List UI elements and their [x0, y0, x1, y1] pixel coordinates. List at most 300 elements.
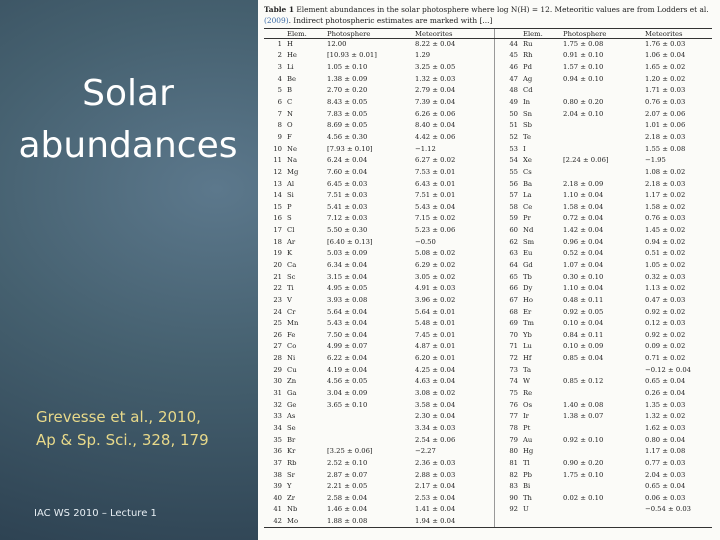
element-cell: Sn: [523, 109, 533, 118]
slide-footer: IAC WS 2010 – Lecture 1: [34, 508, 157, 519]
element-cell: Tl: [523, 458, 530, 467]
element-cell: Hf: [523, 354, 532, 363]
element-cell: Ag: [523, 74, 533, 83]
meteorite-cell: 1.06 ± 0.04: [645, 51, 686, 60]
atomic-number-cell: 19: [273, 249, 282, 258]
atomic-number-cell: 83: [494, 481, 522, 493]
header-cell: Meteorites: [644, 29, 712, 39]
meteorite-cell: 0.92 ± 0.02: [645, 330, 686, 339]
meteorite-cell: 1.71 ± 0.03: [645, 86, 686, 95]
table-row: [264, 260, 712, 272]
photosphere-cell: 7.60 ± 0.04: [327, 167, 368, 176]
meteorite-cell: 0.77 ± 0.03: [645, 458, 686, 467]
meteorite-cell: 1.94 ± 0.04: [414, 516, 494, 528]
atomic-number-cell: 71: [494, 341, 522, 353]
photosphere-cell: 0.52 ± 0.04: [563, 249, 604, 258]
meteorite-cell: 1.45 ± 0.02: [645, 226, 686, 235]
photosphere-cell: 6.34 ± 0.04: [327, 260, 368, 269]
photosphere-cell: 1.46 ± 0.04: [327, 505, 368, 514]
element-cell: Rh: [523, 51, 533, 60]
photosphere-cell: [562, 446, 644, 458]
atomic-number-cell: 63: [494, 248, 522, 260]
element-cell: Nd: [523, 226, 534, 235]
element-cell: Li: [287, 63, 294, 72]
meteorite-cell: 0.26 ± 0.04: [645, 389, 686, 398]
meteorite-cell: 2.54 ± 0.06: [415, 435, 456, 444]
element-cell: [522, 516, 562, 528]
photosphere-cell: 4.99 ± 0.07: [327, 342, 368, 351]
meteorite-cell: 2.18 ± 0.03: [645, 179, 686, 188]
atomic-number-cell: 67: [494, 295, 522, 307]
meteorite-cell: [644, 516, 712, 528]
atomic-number-cell: 30: [273, 377, 282, 386]
element-cell: Br: [287, 435, 296, 444]
photosphere-cell: 1.07 ± 0.04: [563, 260, 604, 269]
element-cell: Re: [523, 389, 533, 398]
element-cell: Ho: [523, 295, 534, 304]
photosphere-cell: 0.94 ± 0.10: [563, 74, 604, 83]
meteorite-cell: 1.62 ± 0.03: [645, 423, 686, 432]
table-row: [264, 108, 712, 120]
element-cell: Sr: [287, 470, 295, 479]
photosphere-cell: 4.95 ± 0.05: [327, 284, 368, 293]
atomic-number-cell: 40: [273, 493, 282, 502]
meteorite-cell: 2.36 ± 0.03: [415, 458, 456, 467]
photosphere-cell: 0.48 ± 0.11: [563, 295, 604, 304]
photosphere-cell: [562, 423, 644, 435]
element-cell: He: [287, 51, 297, 60]
table-row: [264, 132, 712, 144]
element-cell: Al: [287, 179, 295, 188]
photosphere-cell: 1.75 ± 0.10: [563, 470, 604, 479]
table-row: [264, 39, 712, 51]
atomic-number-cell: 36: [273, 447, 282, 456]
meteorite-cell: 1.17 ± 0.02: [645, 191, 686, 200]
element-cell: S: [287, 214, 292, 223]
atomic-number-cell: 32: [273, 400, 282, 409]
photosphere-cell: 3.04 ± 0.09: [327, 389, 368, 398]
atomic-number-cell: 53: [494, 143, 522, 155]
atomic-number-cell: 17: [273, 226, 282, 235]
atomic-number-cell: 81: [494, 458, 522, 470]
atomic-number-cell: 47: [494, 73, 522, 85]
photosphere-cell: 0.10 ± 0.04: [563, 319, 604, 328]
table-row: [264, 411, 712, 423]
atomic-number-cell: 11: [273, 156, 282, 165]
element-cell: Cd: [523, 86, 533, 95]
atomic-number-cell: 46: [494, 62, 522, 74]
element-cell: As: [287, 412, 296, 421]
header-cell: Photosphere: [326, 29, 414, 39]
meteorite-cell: 3.96 ± 0.02: [415, 295, 456, 304]
meteorite-cell: 3.25 ± 0.05: [415, 63, 456, 72]
atomic-number-cell: 20: [273, 260, 282, 269]
table-row: [264, 516, 712, 528]
atomic-number-cell: 6: [277, 98, 282, 107]
photosphere-cell: 0.72 ± 0.04: [563, 214, 604, 223]
photosphere-cell: 2.52 ± 0.10: [327, 458, 368, 467]
meteorite-cell: 1.41 ± 0.04: [415, 505, 456, 514]
photosphere-cell: 6.45 ± 0.03: [327, 179, 368, 188]
photosphere-cell: [6.40 ± 0.13]: [327, 237, 373, 246]
element-cell: W: [523, 377, 530, 386]
photosphere-cell: 1.88 ± 0.08: [326, 516, 414, 528]
table-row: [264, 434, 712, 446]
photosphere-cell: 2.87 ± 0.07: [327, 470, 368, 479]
atomic-number-cell: 10: [273, 144, 282, 153]
photosphere-cell: 0.96 ± 0.04: [563, 237, 604, 246]
meteorite-cell: −0.12 ± 0.04: [645, 365, 691, 374]
photosphere-cell: 4.19 ± 0.04: [327, 365, 368, 374]
element-cell: Au: [523, 435, 533, 444]
element-cell: K: [287, 249, 293, 258]
atomic-number-cell: 21: [273, 272, 282, 281]
table-row: [264, 341, 712, 353]
element-cell: Ne: [287, 144, 297, 153]
photosphere-cell: 4.56 ± 0.05: [327, 377, 368, 386]
element-cell: Cl: [287, 226, 295, 235]
atomic-number-cell: 12: [273, 167, 282, 176]
table-row: [264, 376, 712, 388]
photosphere-cell: 5.41 ± 0.03: [327, 202, 368, 211]
atomic-number-cell: 13: [273, 179, 282, 188]
meteorite-cell: −2.27: [415, 447, 436, 456]
atomic-number-cell: 49: [494, 97, 522, 109]
photosphere-cell: 1.40 ± 0.08: [563, 400, 604, 409]
table-row: [264, 85, 712, 97]
photosphere-cell: 2.58 ± 0.04: [327, 493, 368, 502]
photosphere-cell: 1.10 ± 0.04: [563, 284, 604, 293]
element-cell: Sc: [287, 272, 296, 281]
title-line-2: abundances: [18, 125, 238, 166]
meteorite-cell: 6.27 ± 0.02: [415, 156, 456, 165]
meteorite-cell: 5.23 ± 0.06: [415, 226, 456, 235]
element-cell: Be: [287, 74, 297, 83]
photosphere-cell: 5.50 ± 0.30: [327, 226, 368, 235]
element-cell: Na: [287, 156, 297, 165]
atomic-number-cell: 51: [494, 120, 522, 132]
atomic-number-cell: 25: [273, 319, 282, 328]
photosphere-cell: 2.21 ± 0.05: [327, 482, 368, 491]
element-cell: Ir: [523, 412, 529, 421]
element-cell: Tm: [523, 319, 534, 328]
element-cell: Os: [523, 400, 533, 409]
table-row: [264, 62, 712, 74]
atomic-number-cell: 31: [273, 389, 282, 398]
element-cell: Mn: [287, 319, 299, 328]
table-row: [264, 201, 712, 213]
element-cell: Er: [523, 307, 532, 316]
photosphere-cell: 1.57 ± 0.10: [563, 63, 604, 72]
atomic-number-cell: 62: [494, 236, 522, 248]
table-body: [264, 39, 712, 528]
table-row: [264, 364, 712, 376]
meteorite-cell: 1.01 ± 0.06: [645, 121, 686, 130]
meteorite-cell: 8.40 ± 0.04: [415, 121, 456, 130]
table-row: [264, 143, 712, 155]
element-cell: Ca: [287, 260, 297, 269]
atomic-number-cell: 24: [273, 307, 282, 316]
table-row: [264, 469, 712, 481]
atomic-number-cell: 14: [273, 191, 282, 200]
element-cell: P: [287, 202, 292, 211]
meteorite-cell: 7.51 ± 0.01: [415, 191, 456, 200]
element-cell: Se: [287, 423, 296, 432]
photosphere-cell: 0.10 ± 0.09: [563, 342, 604, 351]
photosphere-cell: [10.93 ± 0.01]: [327, 51, 377, 60]
element-cell: U: [523, 505, 529, 514]
meteorite-cell: 1.13 ± 0.02: [645, 284, 686, 293]
photosphere-cell: 1.38 ± 0.07: [563, 412, 604, 421]
photosphere-cell: 1.38 ± 0.09: [327, 74, 368, 83]
table-row: [264, 73, 712, 85]
photosphere-cell: 1.75 ± 0.08: [563, 40, 604, 49]
meteorite-cell: 0.47 ± 0.03: [645, 295, 686, 304]
atomic-number-cell: 78: [494, 423, 522, 435]
element-cell: Xe: [523, 156, 532, 165]
atomic-number-cell: 22: [273, 284, 282, 293]
meteorite-cell: 4.87 ± 0.01: [415, 342, 456, 351]
meteorite-cell: 4.63 ± 0.04: [415, 377, 456, 386]
photosphere-cell: 1.05 ± 0.10: [327, 63, 368, 72]
table-row: [264, 492, 712, 504]
element-cell: Sb: [523, 121, 533, 130]
photosphere-cell: 7.83 ± 0.05: [327, 109, 368, 118]
meteorite-cell: −0.50: [415, 237, 436, 246]
element-cell: Ni: [287, 354, 296, 363]
atomic-number-cell: 58: [494, 201, 522, 213]
table-row: [264, 295, 712, 307]
meteorite-cell: 3.58 ± 0.04: [415, 400, 456, 409]
photosphere-cell: 0.91 ± 0.10: [563, 51, 604, 60]
title-line-1: Solar: [82, 73, 174, 114]
element-cell: Te: [523, 132, 532, 141]
element-cell: Ta: [523, 365, 532, 374]
photosphere-cell: [562, 85, 644, 97]
photosphere-cell: 1.58 ± 0.04: [563, 202, 604, 211]
atomic-number-cell: 66: [494, 283, 522, 295]
atomic-number-cell: 70: [494, 330, 522, 342]
meteorite-cell: 1.08 ± 0.02: [645, 167, 686, 176]
element-cell: Ba: [523, 179, 533, 188]
atomic-number-cell: 72: [494, 353, 522, 365]
table-row: [264, 388, 712, 400]
atomic-number-cell: 48: [494, 85, 522, 97]
table-row: [264, 120, 712, 132]
meteorite-cell: 1.58 ± 0.02: [645, 202, 686, 211]
meteorite-cell: 4.42 ± 0.06: [415, 132, 456, 141]
element-cell: Ce: [523, 202, 533, 211]
photosphere-cell: 0.92 ± 0.05: [563, 307, 604, 316]
atomic-number-cell: 52: [494, 132, 522, 144]
meteorite-cell: 4.91 ± 0.03: [415, 284, 456, 293]
photosphere-cell: 6.24 ± 0.04: [327, 156, 368, 165]
element-cell: Kr: [287, 447, 296, 456]
element-cell: Ru: [523, 40, 533, 49]
element-cell: Cr: [287, 307, 296, 316]
table-row: [264, 481, 712, 493]
meteorite-cell: 0.76 ± 0.03: [645, 98, 686, 107]
element-cell: Ge: [287, 400, 297, 409]
element-cell: Co: [287, 342, 297, 351]
meteorite-cell: −0.54 ± 0.03: [645, 505, 691, 514]
atomic-number-cell: 65: [494, 271, 522, 283]
table-row: [264, 306, 712, 318]
photosphere-cell: [562, 516, 644, 528]
meteorite-cell: 2.88 ± 0.03: [415, 470, 456, 479]
atomic-number-cell: [494, 516, 522, 528]
photosphere-cell: 0.84 ± 0.11: [563, 330, 604, 339]
atomic-number-cell: 54: [494, 155, 522, 167]
element-cell: C: [287, 98, 293, 107]
table-row: [264, 399, 712, 411]
atomic-number-cell: 64: [494, 260, 522, 272]
photosphere-cell: 0.85 ± 0.04: [563, 354, 604, 363]
meteorite-cell: 1.55 ± 0.08: [645, 144, 686, 153]
element-cell: In: [523, 98, 531, 107]
photosphere-cell: [3.25 ± 0.06]: [327, 447, 373, 456]
photosphere-cell: [562, 120, 644, 132]
atomic-number-cell: 4: [277, 74, 282, 83]
element-cell: Pd: [523, 63, 532, 72]
element-cell: N: [287, 109, 293, 118]
element-cell: O: [287, 121, 293, 130]
meteorite-cell: 6.20 ± 0.01: [415, 354, 456, 363]
meteorite-cell: 1.76 ± 0.03: [645, 40, 686, 49]
meteorite-cell: 0.06 ± 0.03: [645, 493, 686, 502]
meteorite-cell: 1.17 ± 0.08: [645, 447, 686, 456]
photosphere-cell: 5.64 ± 0.04: [327, 307, 368, 316]
atomic-number-cell: 9: [277, 132, 282, 141]
photosphere-cell: [7.93 ± 0.10]: [327, 144, 373, 153]
header-cell: Photosphere: [562, 29, 644, 39]
element-cell: Sm: [523, 237, 535, 246]
atomic-number-cell: 37: [273, 458, 282, 467]
atomic-number-cell: 60: [494, 225, 522, 237]
photosphere-cell: 4.56 ± 0.30: [327, 132, 368, 141]
meteorite-cell: 2.17 ± 0.04: [415, 482, 456, 491]
meteorite-cell: 0.65 ± 0.04: [645, 377, 686, 386]
photosphere-cell: 7.51 ± 0.03: [327, 191, 368, 200]
meteorite-cell: 0.65 ± 0.04: [645, 482, 686, 491]
element-cell: Nb: [287, 505, 298, 514]
table-row: [264, 353, 712, 365]
atomic-number-cell: 75: [494, 388, 522, 400]
element-cell: Ti: [287, 284, 294, 293]
photosphere-cell: 3.65 ± 0.10: [327, 400, 368, 409]
element-cell: Si: [287, 191, 294, 200]
photosphere-cell: 6.22 ± 0.04: [327, 354, 368, 363]
element-cell: Yb: [523, 330, 532, 339]
header-cell: Elem.: [522, 29, 562, 39]
element-cell: Pb: [523, 470, 532, 479]
atomic-number-cell: 8: [277, 121, 282, 130]
atomic-number-cell: 76: [494, 399, 522, 411]
photosphere-cell: [562, 481, 644, 493]
photosphere-cell: 3.15 ± 0.04: [327, 272, 368, 281]
photosphere-cell: 12.00: [327, 40, 347, 49]
meteorite-cell: 1.29: [415, 51, 431, 60]
photosphere-cell: 1.42 ± 0.04: [563, 226, 604, 235]
table-caption: [264, 4, 712, 26]
atomic-number-cell: 50: [494, 108, 522, 120]
meteorite-cell: 0.71 ± 0.02: [645, 354, 686, 363]
citation-line-1: Grevesse et al., 2010,: [36, 408, 201, 426]
element-cell: Lu: [523, 342, 532, 351]
element-cell: Pr: [523, 214, 531, 223]
element-cell: Pt: [523, 423, 531, 432]
meteorite-cell: −1.95: [645, 156, 666, 165]
element-cell: Rb: [287, 458, 297, 467]
atomic-number-cell: 5: [277, 86, 282, 95]
atomic-number-cell: 73: [494, 364, 522, 376]
atomic-number-cell: 92: [494, 504, 522, 516]
photosphere-cell: 8.43 ± 0.05: [327, 98, 368, 107]
photosphere-cell: 7.12 ± 0.03: [327, 214, 368, 223]
meteorite-cell: 2.04 ± 0.03: [645, 470, 686, 479]
photosphere-cell: 0.02 ± 0.10: [563, 493, 604, 502]
atomic-number-cell: 56: [494, 178, 522, 190]
header-cell: Meteorites: [414, 29, 494, 39]
atomic-number-cell: 82: [494, 469, 522, 481]
element-cell: Eu: [523, 249, 533, 258]
atomic-number-cell: 77: [494, 411, 522, 423]
atomic-number-cell: 15: [273, 202, 282, 211]
photosphere-cell: 3.93 ± 0.08: [327, 295, 368, 304]
element-cell: I: [523, 144, 526, 153]
atomic-number-cell: 42: [264, 516, 286, 528]
element-cell: Bi: [523, 482, 531, 491]
photosphere-cell: 0.90 ± 0.20: [563, 458, 604, 467]
element-cell: Mg: [287, 167, 299, 176]
element-cell: V: [287, 295, 292, 304]
meteorite-cell: −1.12: [415, 144, 436, 153]
header-cell: [494, 29, 522, 39]
table-row: [264, 271, 712, 283]
atomic-number-cell: 18: [273, 237, 282, 246]
header-cell: Elem.: [286, 29, 326, 39]
table-row: [264, 97, 712, 109]
table-row: [264, 423, 712, 435]
meteorite-cell: 8.22 ± 0.04: [415, 40, 456, 49]
meteorite-cell: 0.80 ± 0.04: [645, 435, 686, 444]
atomic-number-cell: 39: [273, 482, 282, 491]
atomic-number-cell: 29: [273, 365, 282, 374]
atomic-number-cell: 2: [277, 51, 282, 60]
photosphere-cell: [2.24 ± 0.06]: [563, 156, 609, 165]
meteorite-cell: 1.65 ± 0.02: [645, 63, 686, 72]
meteorite-cell: 7.53 ± 0.01: [415, 167, 456, 176]
element-cell: Ar: [287, 237, 296, 246]
photosphere-cell: 0.80 ± 0.20: [563, 98, 604, 107]
atomic-number-cell: 28: [273, 354, 282, 363]
element-cell: Th: [523, 493, 532, 502]
photosphere-cell: 2.18 ± 0.09: [563, 179, 604, 188]
photosphere-cell: 1.10 ± 0.04: [563, 191, 604, 200]
meteorite-cell: 7.45 ± 0.01: [415, 330, 456, 339]
atomic-number-cell: 16: [273, 214, 282, 223]
atomic-number-cell: 38: [273, 470, 282, 479]
element-cell: F: [287, 132, 292, 141]
table-row: [264, 178, 712, 190]
atomic-number-cell: 34: [273, 423, 282, 432]
element-cell: La: [523, 191, 532, 200]
meteorite-cell: 6.29 ± 0.02: [415, 260, 456, 269]
photosphere-cell: [562, 143, 644, 155]
element-cell: Hg: [523, 447, 534, 456]
caption-text-2: . Indirect photospheric estimates are marked with [...]: [288, 16, 493, 25]
element-cell: Dy: [523, 284, 533, 293]
